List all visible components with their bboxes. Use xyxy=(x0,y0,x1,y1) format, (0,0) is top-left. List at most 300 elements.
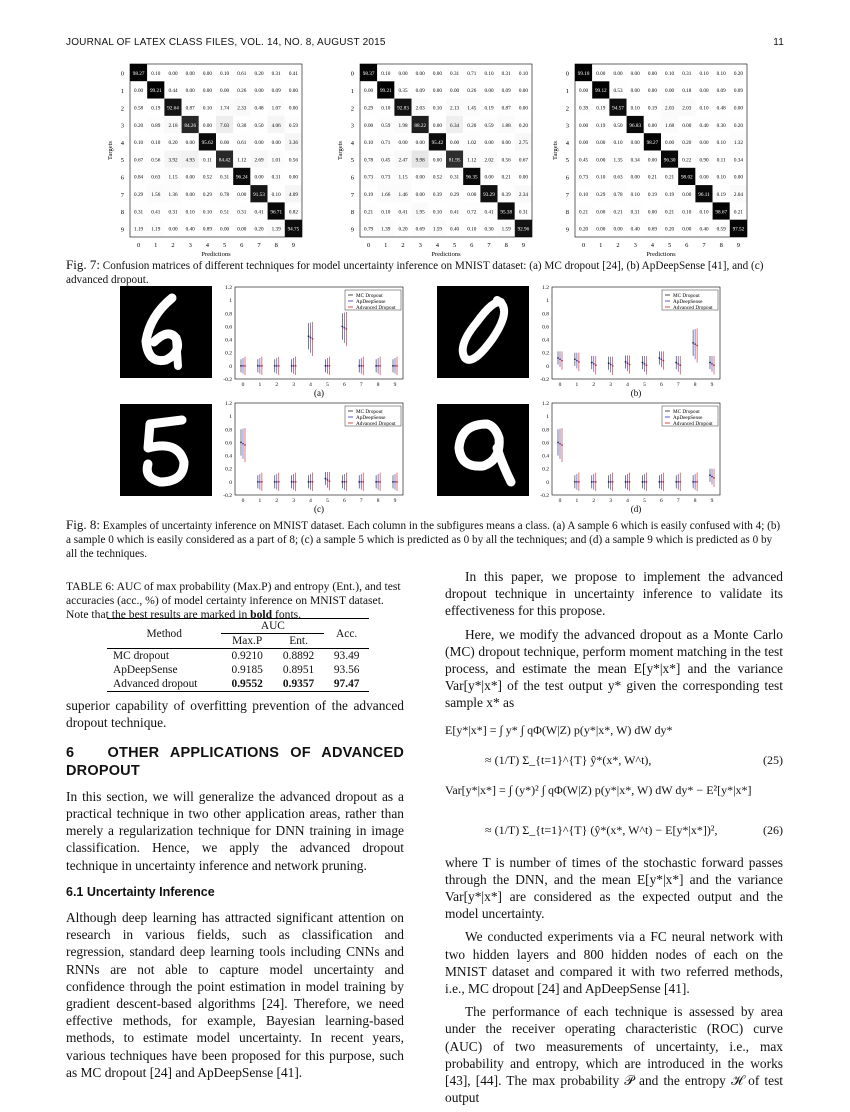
data-point xyxy=(642,481,644,483)
table6-cell-maxp: 0.9210 xyxy=(231,650,263,662)
data-point xyxy=(345,481,347,483)
data-point xyxy=(259,365,261,367)
x-tick-label: 9 xyxy=(710,382,714,388)
y-tick-label: -0.2 xyxy=(223,493,232,499)
x-tick-label: 1 xyxy=(384,242,388,249)
y-tick-label: 5 xyxy=(120,157,124,165)
cell-value-label: 1.88 xyxy=(501,122,511,129)
cell-value-label: 0.31 xyxy=(682,70,692,77)
cell-value-label: 0.20 xyxy=(733,70,743,77)
cell-value-label: 2.33 xyxy=(237,105,247,112)
paragraph: Here, we modify the advanced dropout as a Monte Carlo (MC) dropout technique, perform moment matching in the test process, and estimate the mean E[y*|x*] and the variance Var[y*|x*] of the test output y* given the corresponding test sample x* as xyxy=(445,626,783,711)
cell-value-label: 93.29 xyxy=(483,191,495,198)
cell-value-label: 0.39 xyxy=(432,191,442,198)
cell-value-label: 1.74 xyxy=(220,105,230,112)
y-tick-label: 2 xyxy=(565,105,569,113)
cell-value-label: 1.01 xyxy=(271,157,281,164)
y-tick-label: 5 xyxy=(565,157,569,165)
cell-value-label: 1.12 xyxy=(467,157,477,164)
table6-cell-method: ApDeepSense xyxy=(113,664,178,676)
confusion-matrix-c xyxy=(552,64,747,263)
cell-value-label: 0.00 xyxy=(134,88,144,95)
cell-value-label: 3.92 xyxy=(168,157,178,164)
x-tick-label: 8 xyxy=(719,242,723,249)
cell-value-label: 0.10 xyxy=(484,70,494,77)
cell-value-label: 0.09 xyxy=(501,88,511,95)
running-header xyxy=(66,37,784,51)
data-point xyxy=(257,365,259,367)
cell-value-label: 0.19 xyxy=(364,191,374,198)
cell-value-label: 0.00 xyxy=(237,226,247,233)
data-point xyxy=(559,358,561,360)
data-point xyxy=(578,481,580,483)
y-tick-label: -0.2 xyxy=(223,377,232,383)
cell-value-label: 0.00 xyxy=(647,209,657,216)
table-row xyxy=(107,677,369,692)
cell-value-label: 97.52 xyxy=(732,226,745,233)
cell-value-label: 0.20 xyxy=(733,122,743,129)
data-point xyxy=(362,365,364,367)
cell-value-label: 0.20 xyxy=(682,140,692,147)
data-point xyxy=(276,481,278,483)
y-tick-label: 9 xyxy=(120,226,124,234)
table-row xyxy=(107,649,369,664)
data-point xyxy=(610,364,612,366)
cell-value-label: 0.63 xyxy=(151,174,161,181)
y-tick-label: 0.6 xyxy=(542,440,549,447)
data-point xyxy=(593,363,595,365)
cell-value-label: 0.11 xyxy=(202,157,212,164)
data-point xyxy=(312,481,314,483)
cell-value-label: 0.00 xyxy=(630,174,640,181)
cell-value-label: 2.75 xyxy=(518,140,528,147)
y-tick-label: 0.4 xyxy=(225,337,232,344)
fig7-confusion-matrices xyxy=(100,58,750,263)
cell-value-label: 0.45 xyxy=(381,157,391,164)
cell-value-label: 0.00 xyxy=(484,140,494,147)
cell-value-label: 0.78 xyxy=(364,157,374,164)
cell-value-label: 0.10 xyxy=(716,70,726,77)
cell-value-label: 0.00 xyxy=(415,191,425,198)
x-tick-label: 3 xyxy=(292,382,296,388)
cell-value-label: 0.10 xyxy=(467,226,477,233)
data-point xyxy=(627,481,629,483)
y-tick-label: 0.6 xyxy=(542,324,549,331)
x-tick-label: 9 xyxy=(393,382,397,388)
cell-value-label: 0.78 xyxy=(220,191,230,198)
cell-value-label: 0.00 xyxy=(579,122,589,129)
data-point xyxy=(595,364,597,366)
x-tick-label: 3 xyxy=(418,242,422,249)
data-point xyxy=(329,480,331,482)
cell-value-label: 2.34 xyxy=(518,191,528,198)
data-point xyxy=(662,360,664,362)
cell-value-label: 4.06 xyxy=(271,122,281,129)
data-point xyxy=(325,478,327,480)
cell-value-label: 0.59 xyxy=(484,122,494,129)
cell-value-label: 0.50 xyxy=(254,122,264,129)
cell-value-label: 0.00 xyxy=(202,122,212,129)
cell-value-label: 0.00 xyxy=(288,88,298,95)
data-point xyxy=(574,358,576,360)
y-tick-label: 0.4 xyxy=(542,337,549,344)
data-point xyxy=(692,342,694,344)
cell-value-label: 0.10 xyxy=(271,191,281,198)
data-point xyxy=(360,365,362,367)
table6-cell-ent: 0.8951 xyxy=(282,664,315,676)
x-tick-label: 5 xyxy=(452,242,457,249)
cell-value-label: 0.00 xyxy=(596,70,606,77)
y-axis-label: Targets xyxy=(552,141,559,160)
cell-value-label: 0.00 xyxy=(288,105,298,112)
y-tick-label: 1 xyxy=(546,298,549,305)
cell-value-label: 0.51 xyxy=(220,209,230,216)
equation-25 xyxy=(445,718,783,810)
x-tick-label: 9 xyxy=(521,242,526,249)
cell-value-label: 0.41 xyxy=(254,209,264,216)
cell-value-label: 0.10 xyxy=(134,140,144,147)
legend-entry: ApDeepSense xyxy=(673,299,703,305)
x-axis-label: Predictions xyxy=(201,251,231,258)
cell-value-label: 0.10 xyxy=(630,105,640,112)
cell-value-label: 0.73 xyxy=(579,174,589,181)
y-tick-label: 3 xyxy=(565,122,569,130)
y-tick-label: 8 xyxy=(565,209,569,217)
data-point xyxy=(293,365,295,367)
cell-value-label: 0.00 xyxy=(202,70,212,77)
cell-value-label: 0.00 xyxy=(254,88,264,95)
y-tick-label: 1 xyxy=(229,414,232,421)
data-point xyxy=(591,481,593,483)
y-tick-label: 0 xyxy=(565,70,569,78)
cell-value-label: 0.10 xyxy=(381,105,391,112)
cell-value-label: 0.50 xyxy=(613,122,623,129)
cell-value-label: 84.26 xyxy=(184,122,197,129)
data-point xyxy=(358,481,360,483)
cell-value-label: 1.66 xyxy=(381,191,391,198)
x-tick-label: 5 xyxy=(643,382,646,388)
x-tick-label: 2 xyxy=(275,498,279,504)
cell-value-label: 95.62 xyxy=(201,140,214,147)
y-tick-label: 3 xyxy=(120,122,124,130)
y-tick-label: 0 xyxy=(120,70,124,78)
data-point xyxy=(377,365,379,367)
data-point xyxy=(646,481,648,483)
cell-value-label: 96.83 xyxy=(629,122,642,129)
cell-value-label: 0.21 xyxy=(501,174,511,181)
cell-value-label: 0.10 xyxy=(432,209,442,216)
table6-caption xyxy=(66,580,406,622)
x-tick-label: 8 xyxy=(274,242,278,249)
data-point xyxy=(574,481,576,483)
cell-value-label: 0.10 xyxy=(579,191,589,198)
cell-value-label: 0.10 xyxy=(699,209,709,216)
y-tick-label: 1 xyxy=(565,87,569,95)
y-tick-label: 9 xyxy=(565,226,569,234)
data-point xyxy=(679,481,681,483)
cell-value-label: 0.00 xyxy=(432,70,442,77)
y-tick-label: 0.4 xyxy=(542,453,549,460)
cell-value-label: 99.12 xyxy=(594,88,607,95)
cell-value-label: 0.40 xyxy=(185,226,195,233)
cell-value-label: 0.19 xyxy=(596,105,606,112)
cell-value-label: 0.41 xyxy=(450,209,460,216)
cell-value-label: 0.82 xyxy=(288,209,298,216)
cell-value-label: 1.95 xyxy=(415,209,425,216)
subfigure-label: (a) xyxy=(314,388,324,398)
data-point xyxy=(662,481,664,483)
y-tick-label: 0.2 xyxy=(225,350,232,357)
equation-26-number: (26) xyxy=(763,822,783,837)
cell-value-label: 1.39 xyxy=(381,226,391,233)
cell-value-label: 0.21 xyxy=(613,209,623,216)
cell-value-label: 0.18 xyxy=(682,88,692,95)
data-point xyxy=(394,365,396,367)
cell-value-label: 0.00 xyxy=(220,140,230,147)
y-axis-label: Targets xyxy=(337,141,344,160)
data-point xyxy=(375,365,377,367)
cell-value-label: 0.00 xyxy=(185,174,195,181)
paragraph: In this paper, we propose to implement the advanced dropout technique in uncertainty inference to validate its effectiveness for this propose. xyxy=(445,569,783,619)
table6-cell-acc: 93.56 xyxy=(333,664,360,676)
data-point xyxy=(694,481,696,483)
cell-value-label: 0.20 xyxy=(579,226,589,233)
data-point xyxy=(646,364,648,366)
data-point xyxy=(310,481,312,483)
cell-value-label: 0.00 xyxy=(665,88,675,95)
data-point xyxy=(375,481,377,483)
cell-value-label: 2.03 xyxy=(415,105,425,112)
cell-value-label: 0.00 xyxy=(630,70,640,77)
cell-value-label: 0.10 xyxy=(699,70,709,77)
cell-value-label: 0.00 xyxy=(501,140,511,147)
cell-value-label: 0.78 xyxy=(613,191,623,198)
x-tick-label: 8 xyxy=(504,242,508,249)
data-point xyxy=(327,365,329,367)
cell-value-label: 0.29 xyxy=(134,191,144,198)
cell-value-label: 1.15 xyxy=(398,174,408,181)
cell-value-label: 0.00 xyxy=(168,226,178,233)
cell-value-label: 0.00 xyxy=(630,140,640,147)
cell-value-label: 3.36 xyxy=(288,140,298,147)
data-point xyxy=(709,362,711,364)
cell-value-label: 0.61 xyxy=(237,140,247,147)
uncertainty-plot-d xyxy=(540,401,720,514)
cell-value-label: 0.39 xyxy=(501,191,511,198)
x-tick-label: 2 xyxy=(171,242,175,249)
cell-value-label: 0.10 xyxy=(613,140,623,147)
cell-value-label: 0.29 xyxy=(450,191,460,198)
cell-value-label: 92.96 xyxy=(517,226,530,233)
data-point xyxy=(692,481,694,483)
cell-value-label: 0.00 xyxy=(579,88,589,95)
data-point xyxy=(240,365,242,367)
y-tick-label: 0 xyxy=(546,479,549,486)
cell-value-label: 0.00 xyxy=(254,140,264,147)
legend-entry: ApDeepSense xyxy=(356,415,386,421)
table6-caption-end: fonts. xyxy=(275,608,302,621)
cell-value-label: 0.73 xyxy=(381,174,391,181)
cell-value-label: 0.10 xyxy=(151,140,161,147)
cell-value-label: 0.89 xyxy=(202,226,212,233)
cell-value-label: 0.00 xyxy=(647,157,657,164)
cell-value-label: 0.90 xyxy=(699,157,709,164)
x-tick-label: 5 xyxy=(643,498,646,504)
cell-value-label: 1.36 xyxy=(168,191,178,198)
cell-value-label: 0.00 xyxy=(682,122,692,129)
page-number: 11 xyxy=(773,37,784,48)
cell-value-label: 0.59 xyxy=(381,122,391,129)
x-tick-label: 4 xyxy=(650,242,655,249)
cell-value-label: 0.53 xyxy=(613,88,623,95)
cell-value-label: 0.40 xyxy=(630,226,640,233)
data-point xyxy=(658,357,660,359)
cell-value-label: 0.31 xyxy=(237,209,247,216)
cell-value-label: 0.26 xyxy=(237,88,247,95)
y-tick-label: 6 xyxy=(350,174,354,182)
cell-value-label: 4.93 xyxy=(185,157,195,164)
cell-value-label: 0.20 xyxy=(518,122,528,129)
table6-header-ent: Ent. xyxy=(289,635,308,647)
cell-value-label: 0.20 xyxy=(665,226,675,233)
cell-value-label: 96.30 xyxy=(663,157,676,164)
data-point xyxy=(242,443,244,445)
x-tick-label: 9 xyxy=(710,498,714,504)
table6-caption-text: AUC of max probability (Max.P) and entropy (Ent.), and test accuracies (acc., %) of model certainty inference on MNIST dataset. Note that the best results are marked in xyxy=(66,580,401,621)
cell-value-label: 0.00 xyxy=(467,191,477,198)
cell-value-label: 0.10 xyxy=(381,209,391,216)
cell-value-label: 1.56 xyxy=(151,191,161,198)
cell-value-label: 0.00 xyxy=(415,70,425,77)
cell-value-label: 0.61 xyxy=(237,70,247,77)
table6-label: TABLE 6: xyxy=(66,580,115,593)
data-point xyxy=(325,365,327,367)
cell-value-label: 98.02 xyxy=(680,174,693,181)
cell-value-label: 0.09 xyxy=(415,88,425,95)
y-tick-label: 9 xyxy=(350,226,354,234)
data-point xyxy=(257,481,259,483)
cell-value-label: 0.31 xyxy=(271,70,281,77)
cell-value-label: 0.10 xyxy=(518,70,528,77)
data-point xyxy=(291,365,293,367)
x-tick-label: 0 xyxy=(136,242,141,249)
x-tick-label: 7 xyxy=(487,242,491,249)
cell-value-label: 0.30 xyxy=(716,122,726,129)
cell-value-label: 0.00 xyxy=(518,88,528,95)
data-point xyxy=(345,328,347,330)
fig8-caption xyxy=(66,518,784,561)
x-tick-label: 4 xyxy=(626,382,629,388)
cell-value-label: 0.29 xyxy=(364,105,374,112)
y-tick-label: 2 xyxy=(120,105,124,113)
cell-value-label: 0.00 xyxy=(202,88,212,95)
y-tick-label: 1 xyxy=(229,298,232,305)
data-point xyxy=(608,481,610,483)
cell-value-label: 0.00 xyxy=(699,174,709,181)
cell-value-label: 0.00 xyxy=(699,88,709,95)
data-point xyxy=(396,481,398,483)
cell-value-label: 0.63 xyxy=(613,174,623,181)
x-tick-label: 0 xyxy=(366,242,371,249)
cell-value-label: 0.59 xyxy=(288,122,298,129)
cell-value-label: 0.10 xyxy=(185,209,195,216)
uncertainty-plot-b xyxy=(540,285,720,398)
cell-value-label: 0.21 xyxy=(364,209,374,216)
cell-value-label: 0.73 xyxy=(364,174,374,181)
cell-value-label: 1.35 xyxy=(613,157,623,164)
cell-value-label: 1.12 xyxy=(237,157,247,164)
data-point xyxy=(274,365,276,367)
legend-entry: ApDeepSense xyxy=(356,299,386,305)
legend-entry: Advanced Dropout xyxy=(356,421,396,427)
cell-value-label: 0.00 xyxy=(613,226,623,233)
data-point xyxy=(559,443,561,445)
cell-value-label: 0.10 xyxy=(699,105,709,112)
data-point xyxy=(627,362,629,364)
data-point xyxy=(591,362,593,364)
cell-value-label: 0.00 xyxy=(432,88,442,95)
cell-value-label: 9.98 xyxy=(415,157,425,164)
x-tick-label: 1 xyxy=(258,498,262,504)
table6-cell-method: Advanced dropout xyxy=(113,678,198,690)
y-tick-label: 1 xyxy=(120,87,124,95)
table-row xyxy=(107,663,369,677)
cell-value-label: 0.00 xyxy=(415,174,425,181)
cell-value-label: 0.52 xyxy=(202,174,212,181)
data-point xyxy=(379,481,381,483)
data-point xyxy=(341,326,343,328)
x-tick-label: 8 xyxy=(693,498,697,504)
legend-entry: Advanced Dropout xyxy=(673,421,713,427)
x-tick-label: 6 xyxy=(240,242,244,249)
cell-value-label: 0.31 xyxy=(450,70,460,77)
data-point xyxy=(576,481,578,483)
cell-value-label: 0.19 xyxy=(665,191,675,198)
cell-value-label: 0.00 xyxy=(518,174,528,181)
data-point xyxy=(713,477,715,479)
cell-value-label: 91.53 xyxy=(253,191,265,198)
data-point xyxy=(341,481,343,483)
cell-value-label: 96.35 xyxy=(465,174,478,181)
data-point xyxy=(327,479,329,481)
x-tick-label: 9 xyxy=(291,242,296,249)
y-tick-label: 1.2 xyxy=(542,285,549,291)
cell-value-label: 1.19 xyxy=(151,226,161,233)
table6-caption-bold: bold xyxy=(250,608,273,621)
subsection-6-1-heading: 6.1 Uncertainty Inference xyxy=(66,884,215,899)
y-tick-label: 0 xyxy=(229,363,232,370)
cell-value-label: 0.00 xyxy=(450,88,460,95)
fig7-caption-text: Confusion matrices of different techniques for model uncertainty inference on MNIST dataset: (a) MC dropout [24], (b) ApDeepSense [41], and (c) advanced dropout. xyxy=(66,260,764,286)
cell-value-label: 0.35 xyxy=(398,88,408,95)
x-tick-label: 6 xyxy=(342,382,346,388)
cell-value-label: 0.10 xyxy=(716,174,726,181)
data-point xyxy=(276,365,278,367)
cell-value-label: 0.20 xyxy=(254,70,264,77)
cell-value-label: 0.09 xyxy=(733,88,743,95)
cell-value-label: 0.20 xyxy=(168,140,178,147)
x-tick-label: 7 xyxy=(676,498,680,504)
cell-value-label: 0.00 xyxy=(579,140,589,147)
x-tick-label: 5 xyxy=(667,242,672,249)
cell-value-label: 0.31 xyxy=(518,209,528,216)
cell-value-label: 0.00 xyxy=(484,88,494,95)
data-point xyxy=(711,476,713,478)
cell-value-label: 0.00 xyxy=(364,88,374,95)
legend-entry: ApDeepSense xyxy=(673,415,703,421)
data-point xyxy=(677,363,679,365)
subfigure-label: (d) xyxy=(630,504,642,514)
